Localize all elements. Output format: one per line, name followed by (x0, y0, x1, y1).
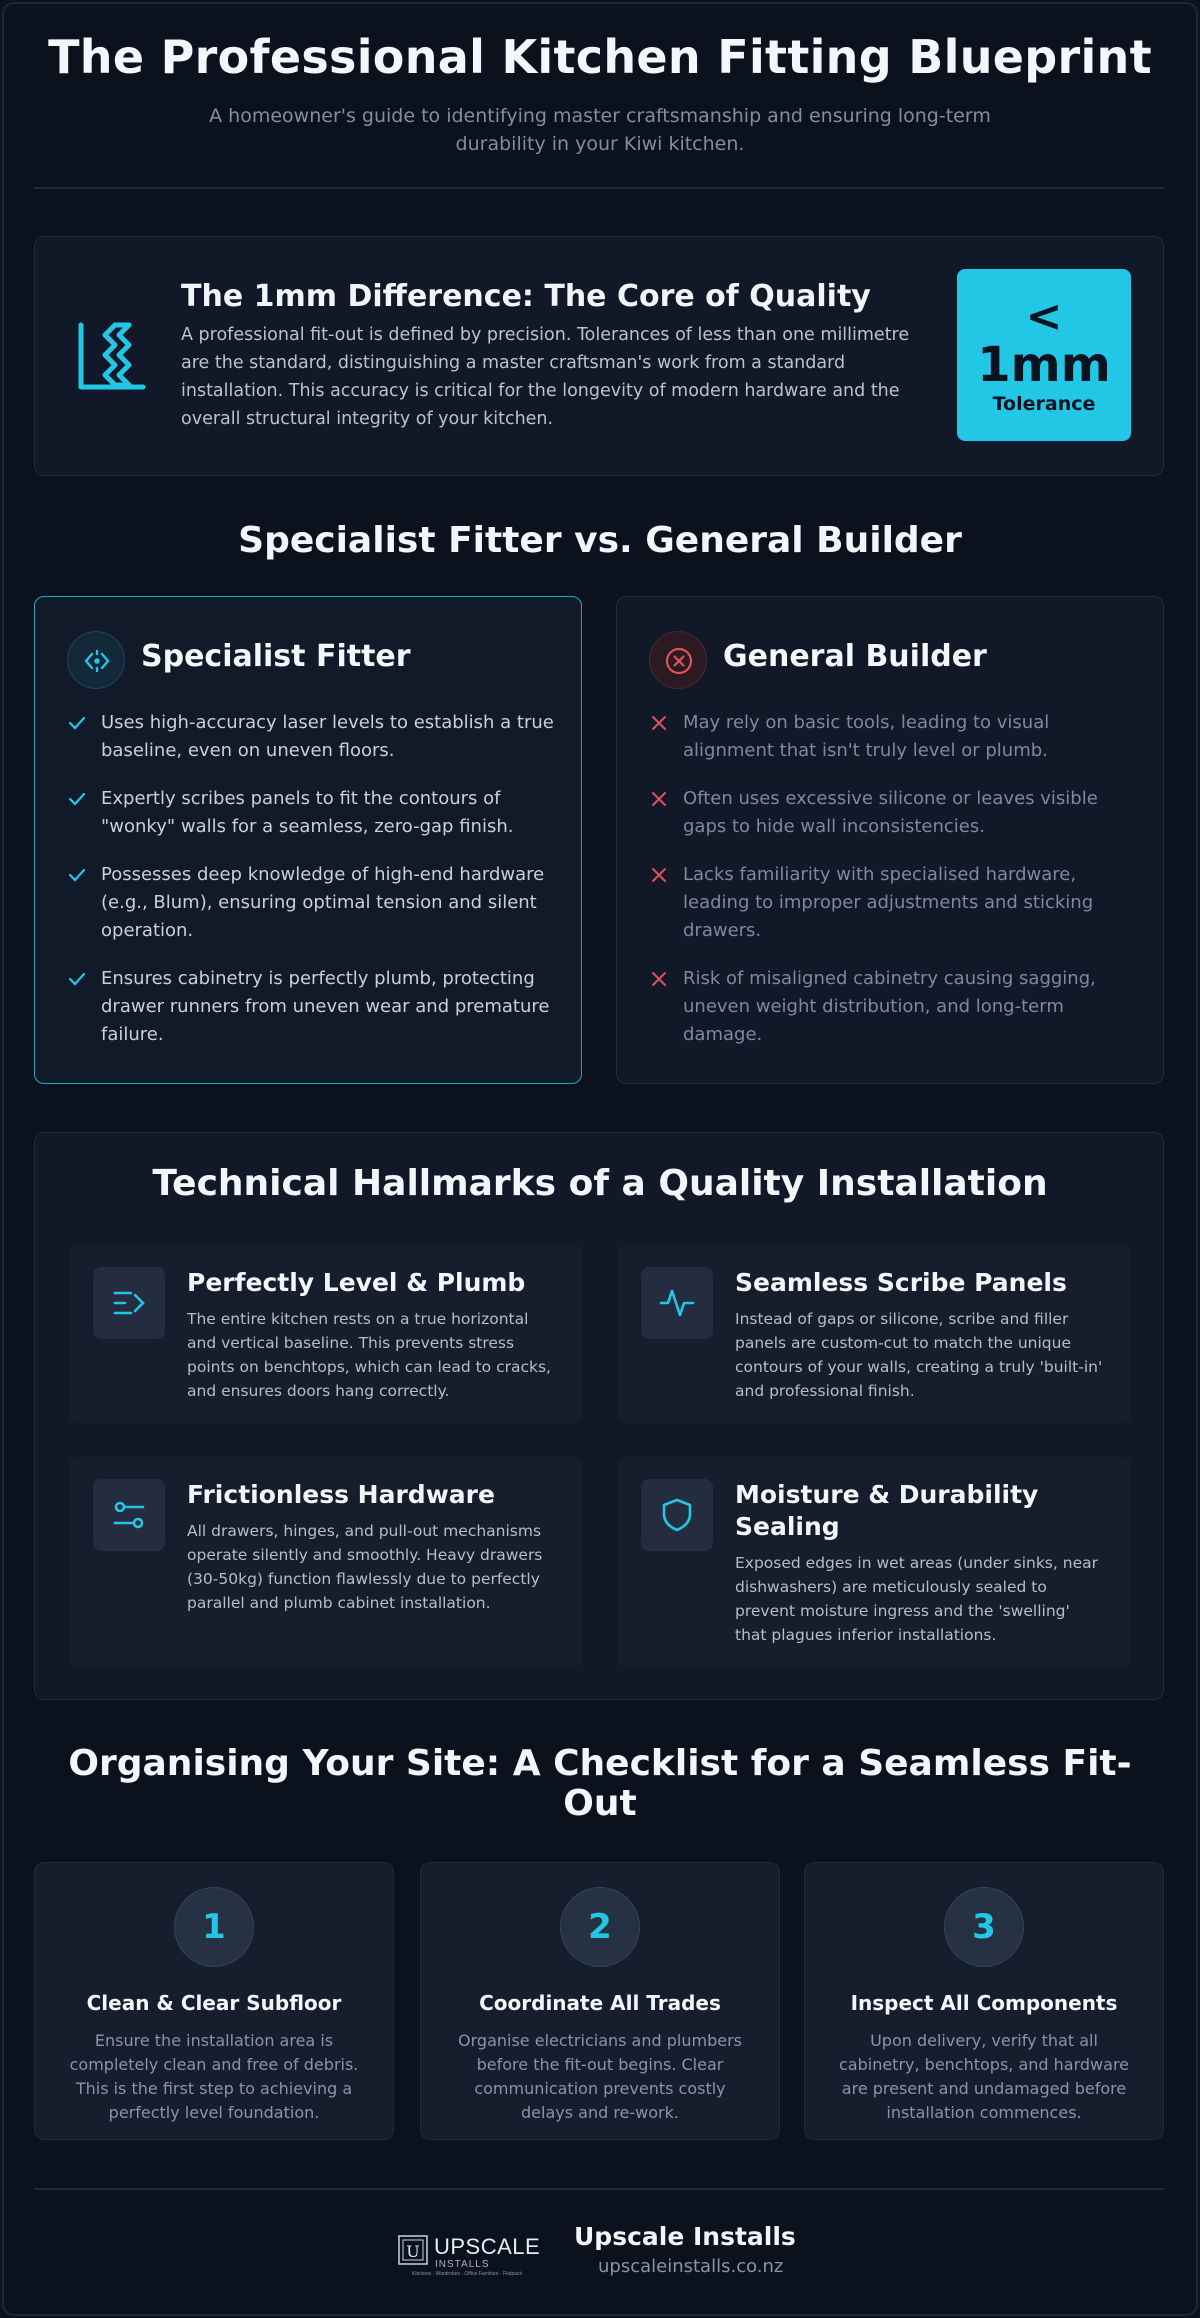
footer-website-link[interactable]: upscaleinstalls.co.nz (598, 2256, 784, 2277)
list-item-text: Risk of misaligned cabinetry causing sagging, uneven weight distribution, and long-term damage. (683, 968, 1096, 1045)
header-divider (34, 187, 1164, 189)
cross-icon (649, 969, 669, 989)
tolerance-symbol: < (1025, 291, 1063, 342)
specialist-card (34, 596, 582, 1084)
target-icon (82, 646, 112, 676)
hallmark-level (69, 1245, 583, 1423)
hallmark-title: Perfectly Level & Plumb (187, 1268, 526, 1297)
list-item-text: May rely on basic tools, leading to visual alignment that isn't truly level or plumb. (683, 712, 1050, 761)
precision-ruler-icon (75, 321, 147, 393)
specialist-title: Specialist Fitter (141, 639, 411, 674)
step-title: Inspect All Components (850, 1991, 1118, 2015)
x-circle-icon (664, 646, 694, 676)
list-item (67, 965, 557, 1049)
list-item-text: Expertly scribes panels to fit the contours of "wonky" walls for a seamless, zero-gap finish. (101, 788, 514, 837)
checklist-step-2 (420, 1862, 780, 2140)
hallmark-body: All drawers, hinges, and pull-out mechanisms operate silently and smoothly. Heavy drawers (30-50kg) function flawlessly due to perfectly parallel and plumb cabinet installation. (187, 1522, 543, 1612)
check-icon (67, 789, 87, 809)
step-number: 3 (944, 1887, 1024, 1967)
footer-divider (34, 2188, 1164, 2190)
upscale-logo (398, 2234, 546, 2276)
hallmark-body: Instead of gaps or silicone, scribe and filler panels are custom-cut to match the unique contours of your walls, creating a truly 'built-in' and professional finish. (735, 1310, 1103, 1400)
cross-icon (649, 865, 669, 885)
specialist-points (67, 709, 557, 1069)
hallmark-body: Exposed edges in wet areas (under sinks, near dishwashers) are meticulously sealed to prevent moisture ingress and the 'swelling' that plagues inferior installations. (735, 1554, 1098, 1644)
builder-badge (649, 631, 707, 689)
page-subtitle: A homeowner's guide to identifying master craftsmanship and ensuring long-term durability in your Kiwi kitchen. (209, 105, 991, 155)
hallmark-icon-box (641, 1479, 713, 1551)
level-lines-icon (111, 1285, 147, 1321)
hallmark-hardware (69, 1457, 583, 1667)
pulse-icon (659, 1285, 695, 1321)
step-title: Coordinate All Trades (479, 1991, 721, 2015)
list-item-text: Often uses excessive silicone or leaves visible gaps to hide wall inconsistencies. (683, 788, 1098, 837)
tolerance-label: Tolerance (992, 393, 1096, 415)
hallmark-body: The entire kitchen rests on a true horizontal and vertical baseline. This prevents stress points on benchtops, which can lead to cracks, and ensures doors hang correctly. (187, 1310, 551, 1400)
step-body: Organise electricians and plumbers before the fit-out begins. Clear communication prevents costly delays and re-work. (458, 2031, 742, 2122)
list-item (67, 709, 557, 765)
builder-card (616, 596, 1164, 1084)
list-item-text: Lacks familiarity with specialised hardware, leading to improper adjustments and sticking drawers. (683, 864, 1094, 941)
hallmark-scribe (617, 1245, 1131, 1423)
step-number: 2 (560, 1887, 640, 1967)
step-body: Upon delivery, verify that all cabinetry, benchtops, and hardware are present and undamaged before installation commences. (838, 2031, 1130, 2122)
page-title: The Professional Kitchen Fitting Blueprint (48, 30, 1152, 84)
comparison-title: Specialist Fitter vs. General Builder (238, 520, 962, 561)
list-item (649, 965, 1139, 1049)
list-item-text: Uses high-accuracy laser levels to establish a true baseline, even on uneven floors. (101, 712, 554, 761)
hallmark-title: Seamless Scribe Panels (735, 1268, 1067, 1297)
hallmark-icon-box (93, 1267, 165, 1339)
builder-points (649, 709, 1139, 1069)
checklist-step-1 (34, 1862, 394, 2140)
svg-text:INSTALLS: INSTALLS (435, 2259, 490, 2270)
hallmarks-card (34, 1132, 1164, 1700)
check-icon (67, 713, 87, 733)
check-icon (67, 969, 87, 989)
precision-body: A professional fit-out is defined by precision. Tolerances of less than one millimetre are the standard, distinguishing a master craftsman's work from a standard installation. This accuracy is critical for the longevity of modern hardware and the overall structural integrity of your kitchen. (181, 325, 910, 429)
hallmarks-title: Technical Hallmarks of a Quality Installation (152, 1163, 1048, 1204)
list-item (649, 861, 1139, 945)
footer-brand: Upscale Installs (574, 2222, 796, 2251)
hallmark-icon-box (641, 1267, 713, 1339)
checklist-step-3 (804, 1862, 1164, 2140)
step-number: 1 (174, 1887, 254, 1967)
list-item (67, 785, 557, 841)
hallmark-title: Moisture & Durability Sealing (735, 1480, 1039, 1541)
specialist-badge (67, 631, 125, 689)
list-item (649, 709, 1139, 765)
tolerance-value: 1mm (977, 337, 1111, 393)
list-item (67, 861, 557, 945)
list-item-text: Possesses deep knowledge of high-end hardware (e.g., Blum), ensuring optimal tension and silent operation. (101, 864, 545, 941)
hallmark-sealing (617, 1457, 1131, 1667)
sliders-icon (111, 1497, 147, 1533)
page-header (0, 0, 1200, 158)
precision-title: The 1mm Difference: The Core of Quality (181, 279, 871, 314)
tolerance-badge (957, 269, 1131, 441)
svg-text:U: U (406, 2242, 420, 2261)
cross-icon (649, 789, 669, 809)
list-item (649, 785, 1139, 841)
precision-card (34, 236, 1164, 476)
svg-text:UPSCALE: UPSCALE (434, 2234, 541, 2259)
list-item-text: Ensures cabinetry is perfectly plumb, protecting drawer runners from uneven wear and premature failure. (101, 968, 550, 1045)
step-body: Ensure the installation area is completely clean and free of debris. This is the first step to achieving a perfectly level foundation. (69, 2031, 359, 2122)
builder-title: General Builder (723, 639, 987, 674)
shield-icon (659, 1497, 695, 1533)
cross-icon (649, 713, 669, 733)
svg-text:Kitchens · Wardrobes · Office: Kitchens · Wardrobes · Office Furniture · Flatpack (412, 2271, 523, 2276)
hallmark-title: Frictionless Hardware (187, 1480, 495, 1509)
hallmark-icon-box (93, 1479, 165, 1551)
checklist-title: Organising Your Site: A Checklist for a Seamless Fit-Out (68, 1743, 1132, 1824)
check-icon (67, 865, 87, 885)
step-title: Clean & Clear Subfloor (86, 1991, 342, 2015)
